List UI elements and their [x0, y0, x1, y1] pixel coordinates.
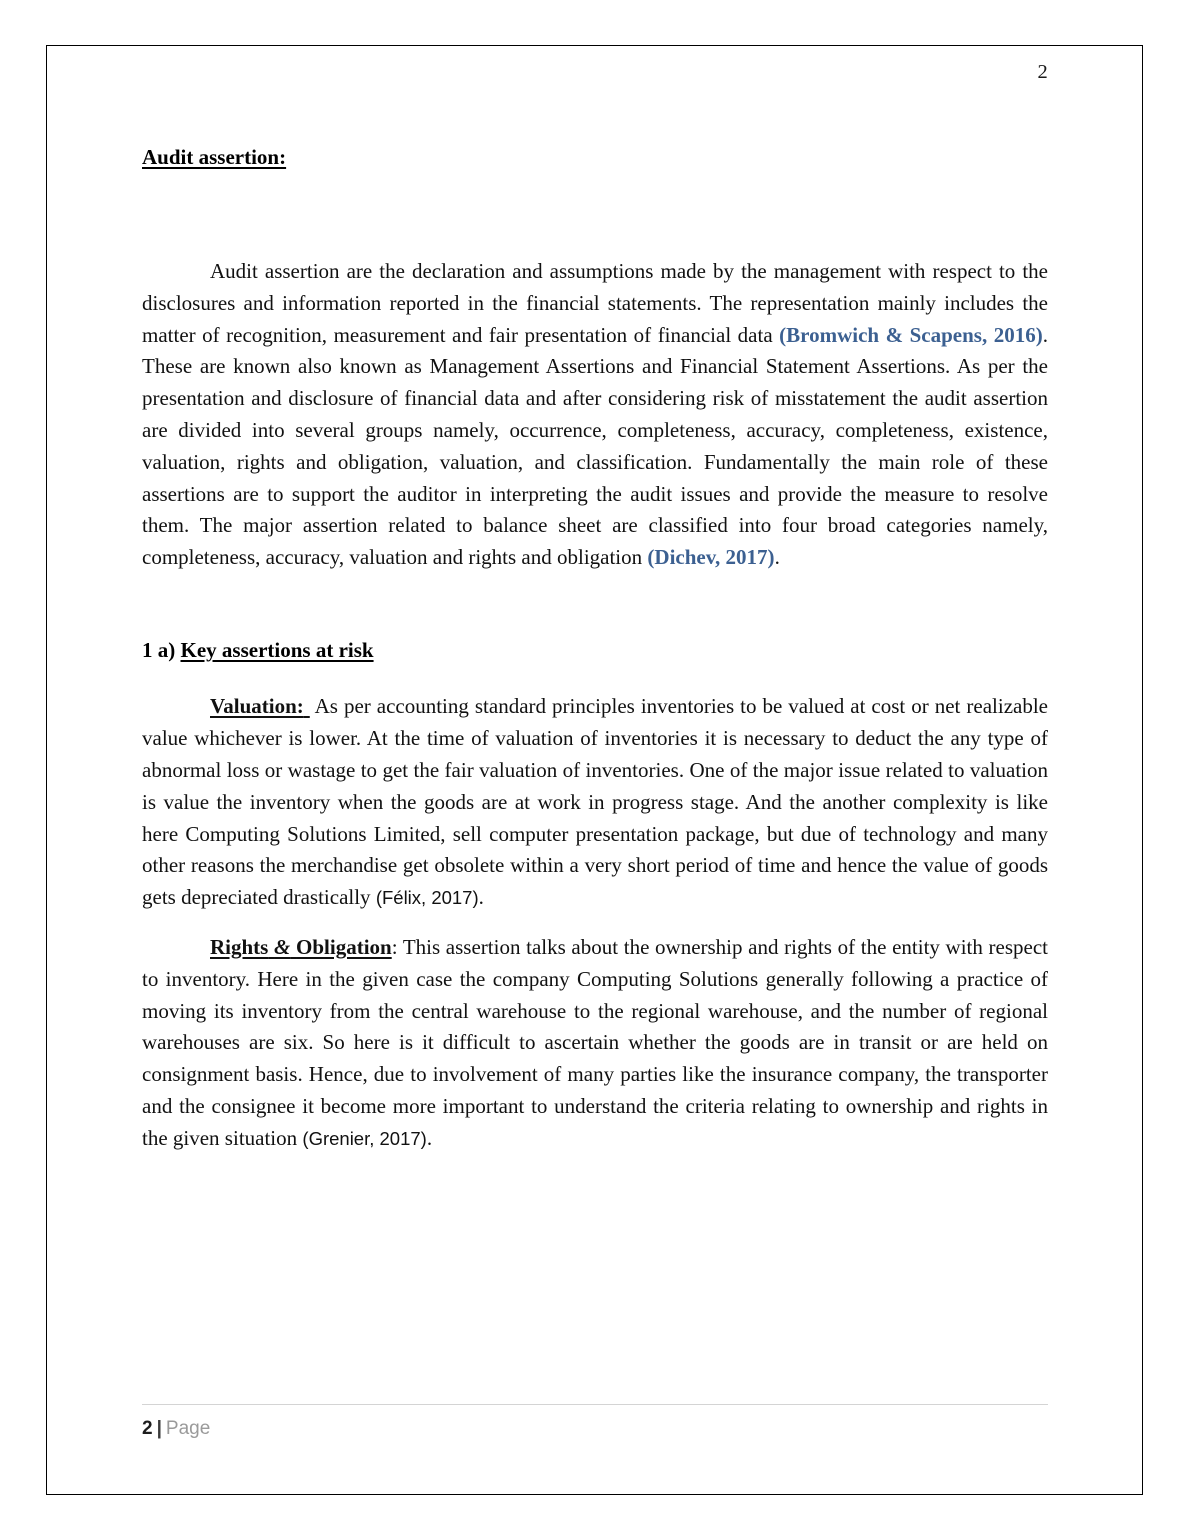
citation-felix-2017: (Félix, 2017) [375, 887, 479, 909]
spacer-after-subheading [142, 665, 1048, 691]
paragraph-valuation [142, 691, 1048, 914]
run-text: . [478, 885, 484, 910]
spacer-between-paragraphs [142, 914, 1048, 932]
citation-grenier-2017: (Grenier, 2017) [302, 1127, 427, 1149]
page-content-area [142, 60, 1048, 1155]
footer-page-label: Page [165, 1418, 211, 1439]
footer-divider [142, 1404, 1048, 1405]
run-text: As per accounting standard principles inventories to be valued at cost or net realizable value whichever is lower. At the time of valuation of inventories it is necessary to deduct the any type of abnormal loss or wastage to get the fair valuation of inventories. One of the major issue related to valuation is value the inventory when the goods are at work in progress stage. And the another complexity is like here Computing Solutions Limited, sell computer presentation package, but due of technology and many other reasons the merchandise get obsolete within a very short period of time and hence the value of goods gets depreciated drastically [142, 694, 1048, 910]
paragraph-rights-and-obligation [142, 932, 1048, 1155]
heading-key-assertions-text: Key assertions at risk [180, 637, 374, 662]
citation-dichev-2017: (Dichev, 2017) [647, 545, 775, 570]
footer-page-indicator [142, 1417, 1048, 1442]
lead-label-valuation: Valuation: [210, 694, 304, 719]
lead-label-rights: Rights [210, 934, 269, 959]
run-text: : This assertion talks about the ownership and rights of the entity with respect to inventory. Here in the given case the company Computing Solutions generally following a practice of moving its inventory from the central warehouse to the regional warehouse, and the number of regional warehouses are six. So here is it difficult to ascertain whether the goods are in transit or are held on consignment basis. Hence, due to involvement of many parties like the insurance company, the transporter and the consignee it become more important to understand the criteria relating to ownership and rights in the given situation [142, 934, 1049, 1150]
paragraph-audit-assertion-intro [142, 256, 1048, 574]
heading-audit-assertion-text: Audit assertion: [142, 144, 287, 169]
heading-audit-assertion [142, 143, 1048, 172]
footer-separator: | [156, 1418, 162, 1439]
lead-label-obligation: Obligation [296, 934, 392, 959]
footer-page-number: 2 [142, 1418, 153, 1439]
lead-label-ampersand: & [274, 934, 291, 959]
run-text: . [426, 1125, 433, 1150]
spacer-after-heading [142, 172, 1048, 256]
header-page-number: 2 [1037, 61, 1048, 83]
page-footer [142, 1404, 1048, 1442]
heading-number: 1 a) [142, 637, 176, 662]
citation-bromwich-scapens-2016: (Bromwich & Scapens, 2016) [779, 322, 1043, 347]
heading-key-assertions-at-risk [142, 636, 1048, 665]
run-text: . [774, 545, 780, 570]
run-text: . These are known also known as Management Assertions and Financial Statement Assertions. As per the presentation and disclosure of financial data and after considering risk of misstatement the audit assertion are divided into several groups namely, occurrence, completeness, accuracy, completeness, existence, valuation, rights and obligation, valuation, and classification. Fundamentally the main role of these assertions are to support the auditor in interpreting the audit issues and provide the measure to resolve them. The major assertion related to balance sheet are classified into four broad categories namely, completeness, accuracy, valuation and rights and obligation [142, 322, 1048, 570]
run-text: Audit assertion are the declaration and assumptions made by the management with respect to the disclosures and information reported in the financial statements. The representation mainly includes the matter of recognition, measurement and fair presentation of financial data [142, 258, 1048, 347]
